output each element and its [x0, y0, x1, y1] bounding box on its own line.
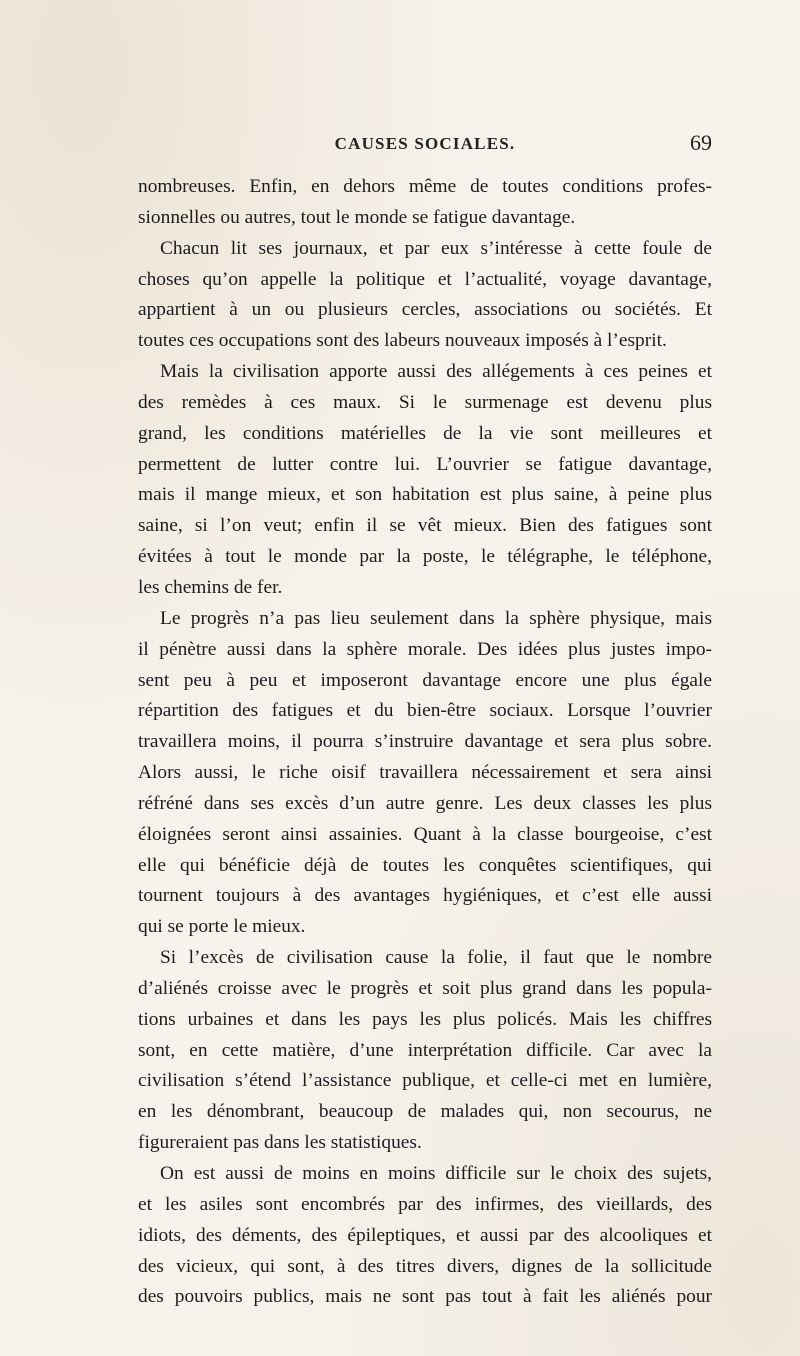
text-line: Mais la civilisation apporte aussi des allégements à ces peines et	[160, 361, 712, 383]
text-line: tournent toujours à des avantages hygiéniques, et c’est elle aussi	[138, 885, 712, 907]
text-line: civilisation s’étend l’assistance publique, et celle-ci met en lumière,	[138, 1070, 712, 1092]
text-line: sent peu à peu et imposeront davantage encore une plus égale	[138, 669, 712, 691]
text-line: Le progrès n’a pas lieu seulement dans la sphère physique, mais	[160, 607, 712, 629]
paragraph	[138, 172, 712, 234]
text-line: réfréné dans ses excès d’un autre genre. Les deux classes les plus	[138, 792, 712, 814]
text-line: toutes ces occupations sont des labeurs nouveaux imposés à l’esprit.	[138, 330, 667, 352]
text-line: mais il mange mieux, et son habitation est plus saine, à peine plus	[138, 484, 712, 506]
text-line: elle qui bénéficie déjà de toutes les conquêtes scientifiques, qui	[138, 854, 712, 876]
text-line: Chacun lit ses journaux, et par eux s’intéresse à cette foule de	[160, 237, 712, 259]
paragraph	[138, 1159, 712, 1313]
paragraph	[138, 604, 712, 943]
text-line: des vicieux, qui sont, à des titres divers, dignes de la sollicitude	[138, 1255, 712, 1277]
text-line: nombreuses. Enfin, en dehors même de toutes conditions profes-	[138, 176, 712, 197]
text-line: des remèdes à ces maux. Si le surmenage est devenu plus	[138, 391, 712, 413]
text-line: Si l’excès de civilisation cause la folie, il faut que le nombre	[160, 947, 712, 969]
text-line: qui se porte le mieux.	[138, 916, 306, 938]
text-line: travaillera moins, il pourra s’instruire davantage et sera plus sobre.	[138, 731, 712, 753]
paragraph	[138, 234, 712, 357]
text-line: tions urbaines et dans les pays les plus policés. Mais les chiffres	[138, 1008, 712, 1030]
text-line: Alors aussi, le riche oisif travaillera nécessairement et sera ainsi	[138, 762, 712, 784]
text-line: d’aliénés croisse avec le progrès et soit plus grand dans les popula-	[138, 977, 712, 999]
text-line: appartient à un ou plusieurs cercles, associations ou sociétés. Et	[138, 299, 712, 321]
running-title: CAUSES SOCIALES.	[334, 134, 516, 153]
text-line: sionnelles ou autres, tout le monde se fatigue davantage.	[138, 206, 576, 228]
text-line: des pouvoirs publics, mais ne sont pas tout à fait les aliénés pour	[138, 1286, 712, 1308]
text-line: il pénètre aussi dans la sphère morale. Des idées plus justes impo-	[138, 638, 712, 660]
text-line: On est aussi de moins en moins difficile sur le choix des sujets,	[160, 1163, 712, 1184]
text-line: répartition des fatigues et du bien-être sociaux. Lorsque l’ouvrier	[138, 700, 712, 722]
page-header	[138, 132, 712, 158]
text-line: permettent de lutter contre lui. L’ouvrier se fatigue davantage,	[138, 453, 712, 475]
page-number: 69	[690, 130, 712, 155]
text-line: idiots, des déments, des épileptiques, et aussi par des alcooliques et	[138, 1224, 712, 1246]
text-line: et les asiles sont encombrés par des infirmes, des vieillards, des	[138, 1193, 712, 1215]
text-line: grand, les conditions matérielles de la vie sont meilleures et	[138, 422, 712, 444]
text-line: les chemins de fer.	[138, 576, 283, 598]
text-line: figureraient pas dans les statistiques.	[138, 1132, 422, 1154]
text-line: en les dénombrant, beaucoup de malades qui, non secourus, ne	[138, 1101, 712, 1123]
paragraph	[138, 943, 712, 1159]
text-line: sont, en cette matière, d’une interprétation difficile. Car avec la	[138, 1039, 712, 1061]
text-line: éloignées seront ainsi assainies. Quant à la classe bourgeoise, c’est	[138, 823, 712, 845]
text-line: évitées à tout le monde par la poste, le télégraphe, le téléphone,	[138, 546, 712, 568]
paragraph	[138, 357, 712, 604]
text-line: saine, si l’on veut; enfin il se vêt mieux. Bien des fatigues sont	[138, 515, 712, 537]
body-text	[138, 172, 712, 1313]
text-line: choses qu’on appelle la politique et l’actualité, voyage davantage,	[138, 268, 712, 290]
